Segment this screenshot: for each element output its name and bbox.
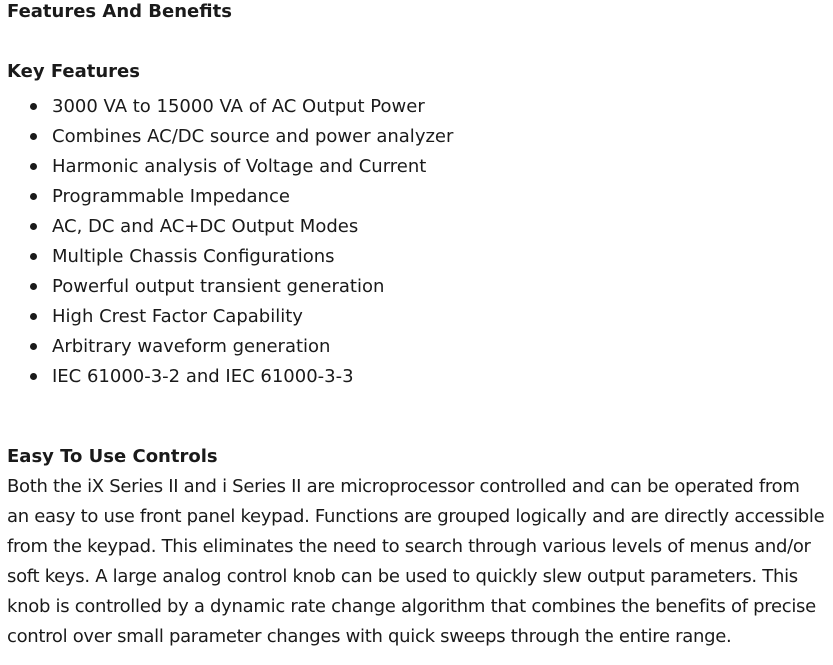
list-item: 3000 VA to 15000 VA of AC Output Power: [0, 95, 453, 125]
list-item: Combines AC/DC source and power analyzer: [0, 125, 453, 155]
page-title: Features And Benefits: [7, 1, 232, 22]
key-features-heading: Key Features: [7, 61, 140, 82]
list-item: Harmonic analysis of Voltage and Current: [0, 155, 453, 185]
key-features-list: [0, 95, 453, 395]
list-item: Multiple Chassis Configurations: [0, 245, 453, 275]
list-item: AC, DC and AC+DC Output Modes: [0, 215, 453, 245]
list-item: High Crest Factor Capability: [0, 305, 453, 335]
paragraph-line: control over small parameter changes with quick sweeps through the entire range.: [7, 626, 732, 647]
list-item: IEC 61000-3-2 and IEC 61000-3-3: [0, 365, 453, 395]
paragraph-line: an easy to use front panel keypad. Functions are grouped logically and are directly accessible: [7, 506, 825, 527]
paragraph-line: knob is controlled by a dynamic rate change algorithm that combines the benefits of precise: [7, 596, 816, 617]
paragraph-line: from the keypad. This eliminates the need to search through various levels of menus and/or: [7, 536, 811, 557]
paragraph-line: soft keys. A large analog control knob can be used to quickly slew output parameters. This: [7, 566, 798, 587]
easy-controls-heading: Easy To Use Controls: [7, 446, 218, 467]
easy-controls-paragraph: [7, 475, 833, 655]
list-item: Powerful output transient generation: [0, 275, 453, 305]
paragraph-line: Both the iX Series II and i Series II are microprocessor controlled and can be operated from: [7, 476, 800, 497]
list-item: Arbitrary waveform generation: [0, 335, 453, 365]
list-item: Programmable Impedance: [0, 185, 453, 215]
